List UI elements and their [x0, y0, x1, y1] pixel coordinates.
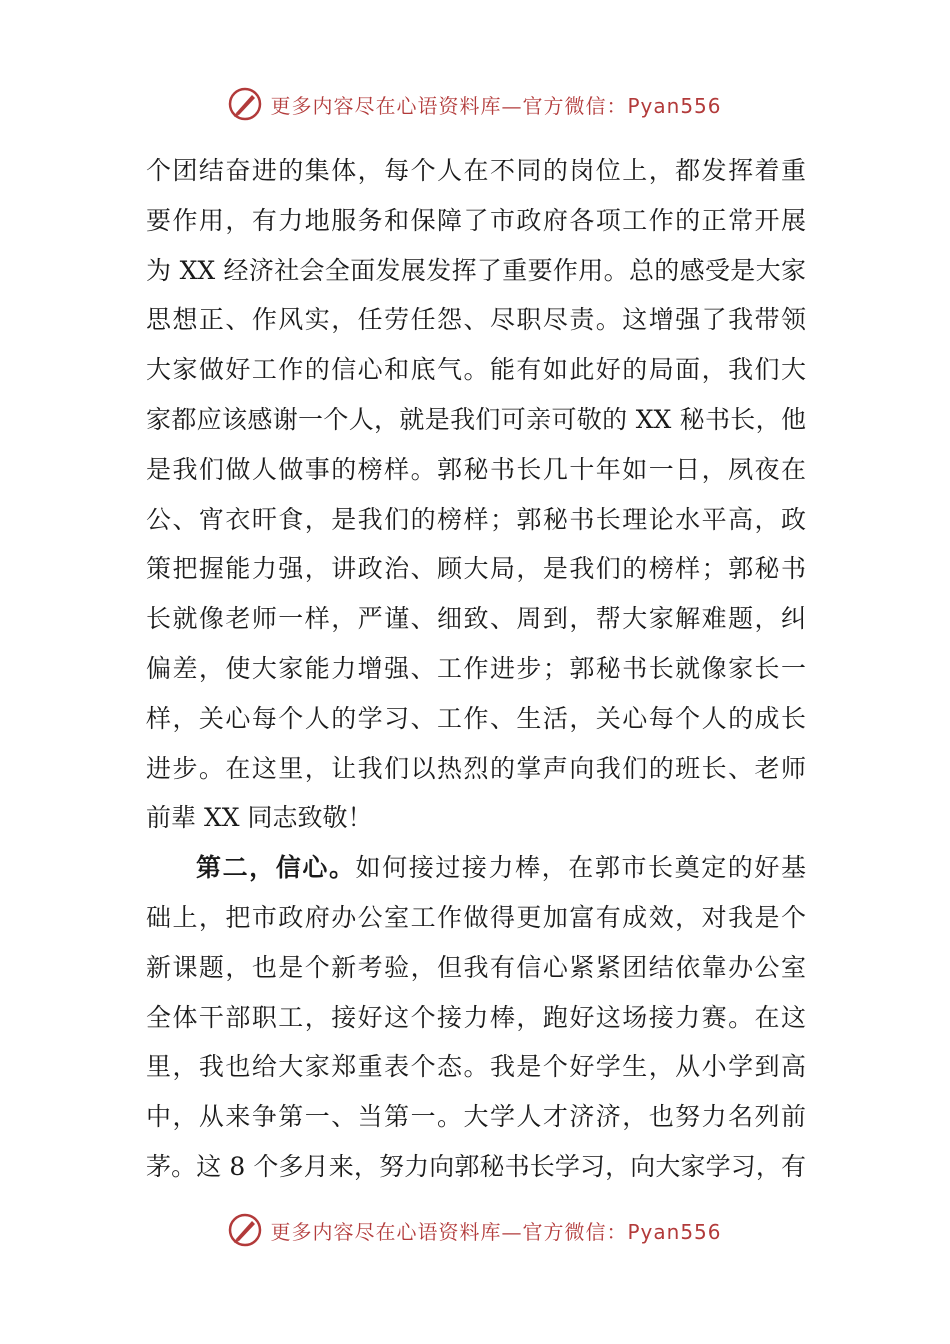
section-heading-line: [146, 843, 806, 893]
text-line: 要作用，有力地服务和保障了市政府各项工作的正常开展: [146, 205, 806, 235]
footer-banner: [0, 1210, 950, 1250]
text-line: 为 XX 经济社会全面发展发挥了重要作用。总的感受是大家: [146, 255, 806, 285]
text-line: 思想正、作风实，任劳任怨、尽职尽责。这增强了我带领: [146, 305, 806, 335]
section-heading: 第二，信心。: [196, 853, 356, 883]
text-line: 策把握能力强，讲政治、顾大局，是我们的榜样；郭秘书: [146, 554, 806, 584]
header-banner: [0, 84, 950, 124]
text-line: 全体干部职工，接好这个接力棒，跑好这场接力赛。在这: [146, 1002, 806, 1032]
banner-wechat: Pyan556: [627, 93, 722, 118]
text-line: 是我们做人做事的榜样。郭秘书长几十年如一日，夙夜在: [146, 454, 806, 484]
text-line: 家都应该感谢一个人，就是我们可亲可敬的 XX 秘书长，他: [146, 404, 806, 434]
text-line: 个团结奋进的集体，每个人在不同的岗位上，都发挥着重: [146, 156, 806, 185]
document-body: [146, 146, 806, 1192]
pen-logo-icon: [228, 87, 262, 121]
text-line: 长就像老师一样，严谨、细致、周到，帮大家解难题，纠: [146, 604, 806, 634]
text-line: 茅。这 8 个多月来，努力向郭秘书长学习，向大家学习，有: [146, 1151, 806, 1181]
text-line: 大家做好工作的信心和底气。能有如此好的局面，我们大: [146, 355, 806, 385]
text-line: 前辈 XX 同志致敬！: [146, 803, 373, 833]
text-line: 进步。在这里，让我们以热烈的掌声向我们的班长、老师: [146, 753, 806, 783]
section-first-line: 如何接过接力棒，在郭市长奠定的好基: [355, 853, 806, 883]
banner-text: [270, 1216, 721, 1245]
text-line: 里，我也给大家郑重表个态。我是个好学生，从小学到高: [146, 1052, 806, 1082]
banner-wechat: Pyan556: [627, 1219, 722, 1244]
banner-title: 更多内容尽在心语资料库—官方微信：: [270, 93, 628, 118]
text-line: 础上，把市政府办公室工作做得更加富有成效，对我是个: [146, 902, 806, 932]
text-line: 偏差，使大家能力增强、工作进步；郭秘书长就像家长一: [146, 653, 806, 683]
text-line: 样，关心每个人的学习、工作、生活，关心每个人的成长: [146, 703, 806, 733]
text-line: 公、宵衣旰食，是我们的榜样；郭秘书长理论水平高，政: [146, 504, 806, 534]
text-line: 新课题，也是个新考验，但我有信心紧紧团结依靠办公室: [146, 952, 806, 982]
text-line: 中，从来争第一、当第一。大学人才济济，也努力名列前: [146, 1102, 806, 1132]
banner-text: [270, 90, 721, 119]
pen-logo-icon: [228, 1213, 262, 1247]
banner-title: 更多内容尽在心语资料库—官方微信：: [270, 1219, 628, 1244]
